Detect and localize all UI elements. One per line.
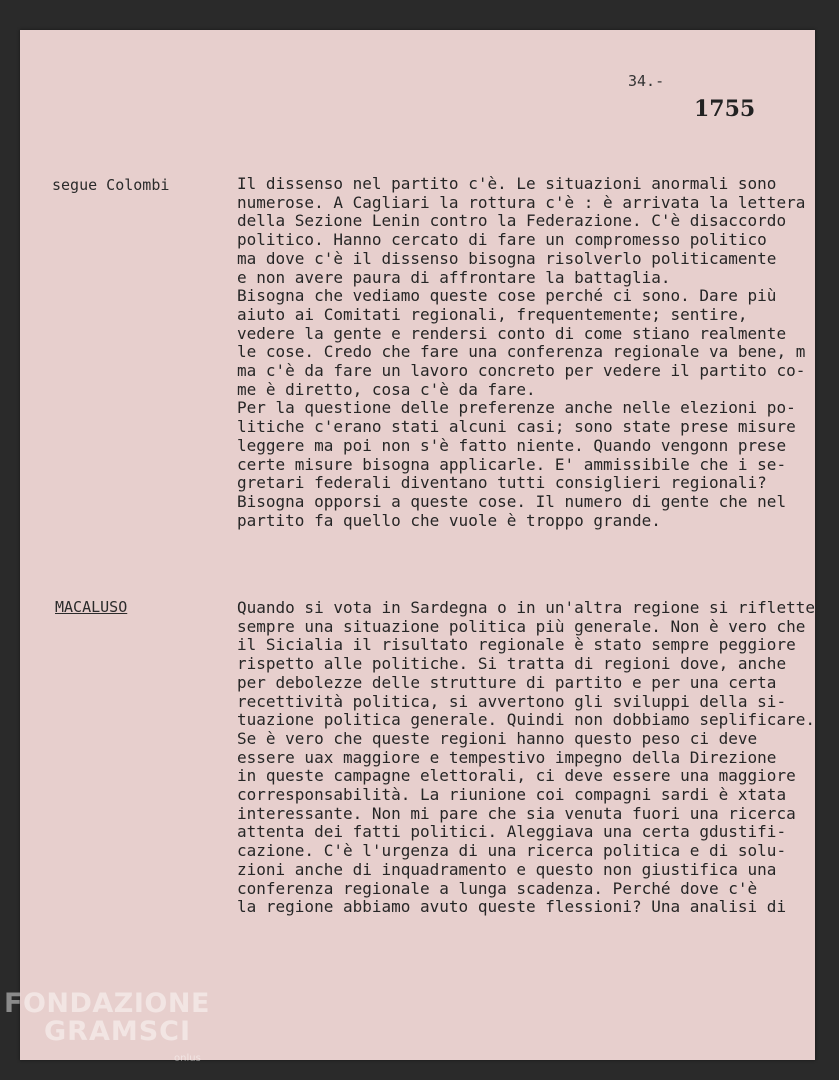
speaker-label: segue Colombi (52, 176, 170, 194)
text-line: in queste campagne elettorali, ci deve essere una maggiore (237, 766, 796, 786)
watermark-line1: FONDAZIONE (4, 988, 210, 1019)
text-line: Bisogna che vediamo queste cose perché ci sono. Dare più (237, 286, 777, 306)
text-line: tuazione politica generale. Quindi non dobbiamo seplificare. (237, 710, 815, 730)
text-line: essere uax maggiore e tempestivo impegno della Direzione (237, 747, 777, 767)
text-line: la regione abbiamo avuto queste flessioni? Una analisi di (237, 897, 787, 917)
text-line: interessante. Non mi pare che sia venuta fuori una ricerca (237, 803, 796, 823)
text-line: Se è vero che queste regioni hanno questo peso ci deve (237, 728, 758, 748)
text-line: rispetto alle politiche. Si tratta di regioni dove, anche (237, 654, 787, 674)
speech-text-colombi (237, 175, 805, 530)
text-line: Quando si vota in Sardegna o in un'altra regione si riflette (237, 598, 815, 617)
text-line: leggere ma poi non s'è fatto niente. Quando vengonn prese (237, 435, 787, 455)
page-number: 34.- (628, 72, 665, 90)
text-line: conferenza regionale a lunga scadenza. Perché dove c'è (237, 878, 758, 898)
watermark-line2: GRAMSCI (44, 1016, 192, 1047)
text-line: vedere la gente e rendersi conto di come stiano realmente (237, 323, 787, 343)
text-line: Per la questione delle preferenze anche nelle elezioni po- (237, 398, 796, 418)
text-line: della Sezione Lenin contro la Federazione. C'è disaccordo (237, 211, 787, 231)
text-line: per debolezze delle strutture di partito e per una certa (237, 672, 777, 692)
text-line: litiche c'erano stati alcuni casi; sono state prese misure (237, 417, 796, 437)
speech-text-macaluso (237, 599, 815, 917)
text-line: certe misure bisogna applicarle. E' ammissibile che i se- (237, 454, 787, 474)
text-line: zioni anche di inquadramento e questo non giustifica una (237, 859, 777, 879)
text-line: e non avere paura di affrontare la battaglia. (237, 267, 671, 287)
text-line: gretari federali diventano tutti consiglieri regionali? (237, 473, 767, 493)
text-line: partito fa quello che vuole è troppo grande. (237, 510, 661, 530)
text-line: me è diretto, cosa c'è da fare. (237, 379, 536, 399)
text-line: corresponsabilità. La riunione coi compagni sardi è xtata (237, 785, 787, 805)
text-line: Il dissenso nel partito c'è. Le situazioni anormali sono (237, 174, 777, 193)
text-line: ma dove c'è il dissenso bisogna risolverlo politicamente (237, 248, 777, 268)
text-line: Bisogna opporsi a queste cose. Il numero di gente che nel (237, 491, 787, 511)
text-line: cazione. C'è l'urgenza di una ricerca politica e di solu- (237, 841, 787, 861)
text-line: aiuto ai Comitati regionali, frequentemente; sentire, (237, 304, 748, 324)
text-line: numerose. A Cagliari la rottura c'è : è arrivata la lettera (237, 192, 806, 212)
speaker-label-macaluso: MACALUSO (55, 598, 128, 616)
text-line: il Sicialia il risultato regionale è stato sempre peggiore (237, 635, 796, 655)
text-line: sempre una situazione politica più generale. Non è vero che (237, 616, 806, 636)
text-line: attenta dei fatti politici. Aleggiava una certa gdustifi- (237, 822, 787, 842)
text-line: le cose. Credo che fare una conferenza regionale va bene, m (237, 342, 806, 362)
text-line: recettività politica, si avvertono gli sviluppi della si- (237, 691, 787, 711)
watermark-line3: onlus (174, 1053, 201, 1064)
text-line: politico. Hanno cercato di fare un compromesso politico (237, 230, 767, 250)
watermark-logo (4, 988, 210, 1064)
archive-number: 1755 (694, 96, 756, 122)
text-line: ma c'è da fare un lavoro concreto per vedere il partito co- (237, 361, 806, 381)
